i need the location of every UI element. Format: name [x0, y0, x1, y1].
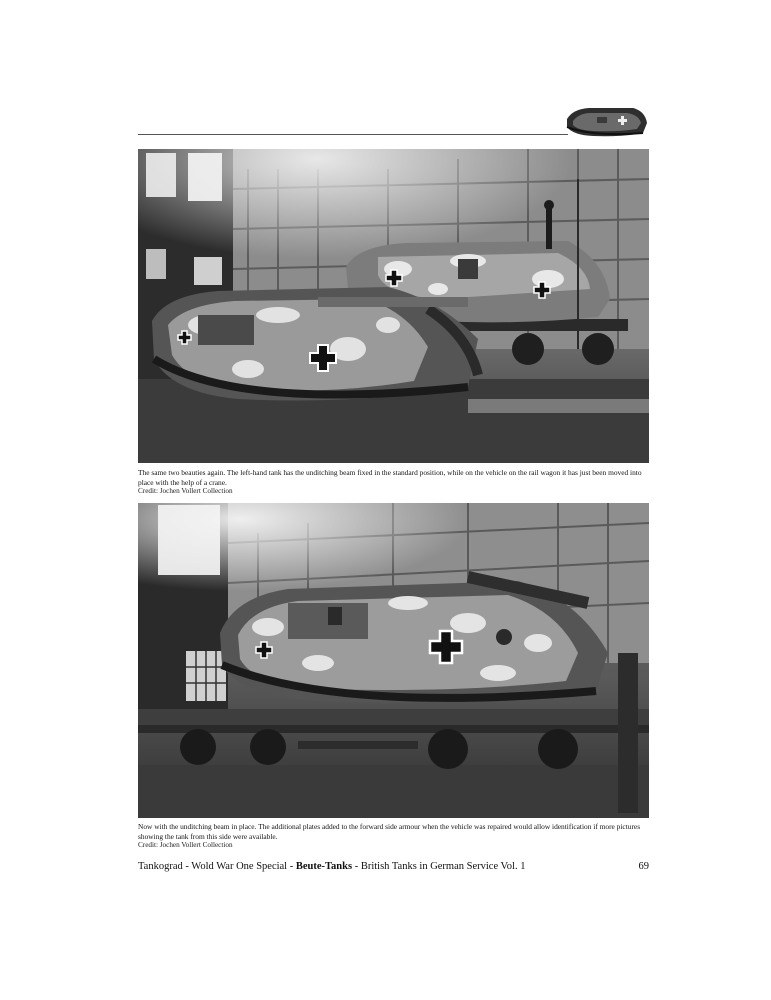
photo-two-tanks-in-workshop — [138, 149, 649, 463]
page-footer — [138, 861, 649, 873]
caption-photo-2 — [138, 822, 649, 851]
caption-photo-1 — [138, 468, 649, 497]
header-rule — [138, 134, 568, 135]
header-tank-thumbnail — [563, 103, 649, 139]
caption-text: Now with the unditching beam in place. The additional plates added to the forward side armour when the vehicle was repaired would allow identification if more pictures showing the tank from this side were available. — [138, 822, 641, 841]
caption-text: The same two beauties again. The left-hand tank has the unditching beam fixed in the standard position, while on the vehicle on the rail wagon it has just been moved into place with the help of a crane. — [138, 468, 642, 487]
footer-series-prefix: Tankograd - Wold War One Special - — [138, 861, 296, 872]
photo-tank-on-rail-wagon — [138, 503, 649, 818]
caption-credit: Credit: Jochen Vollert Collection — [138, 841, 233, 849]
page-number: 69 — [638, 861, 649, 872]
footer-series-title: Beute-Tanks — [295, 861, 353, 872]
caption-credit: Credit: Jochen Vollert Collection — [138, 487, 233, 495]
footer-series-suffix: - British Tanks in German Service Vol. 1 — [352, 861, 526, 872]
